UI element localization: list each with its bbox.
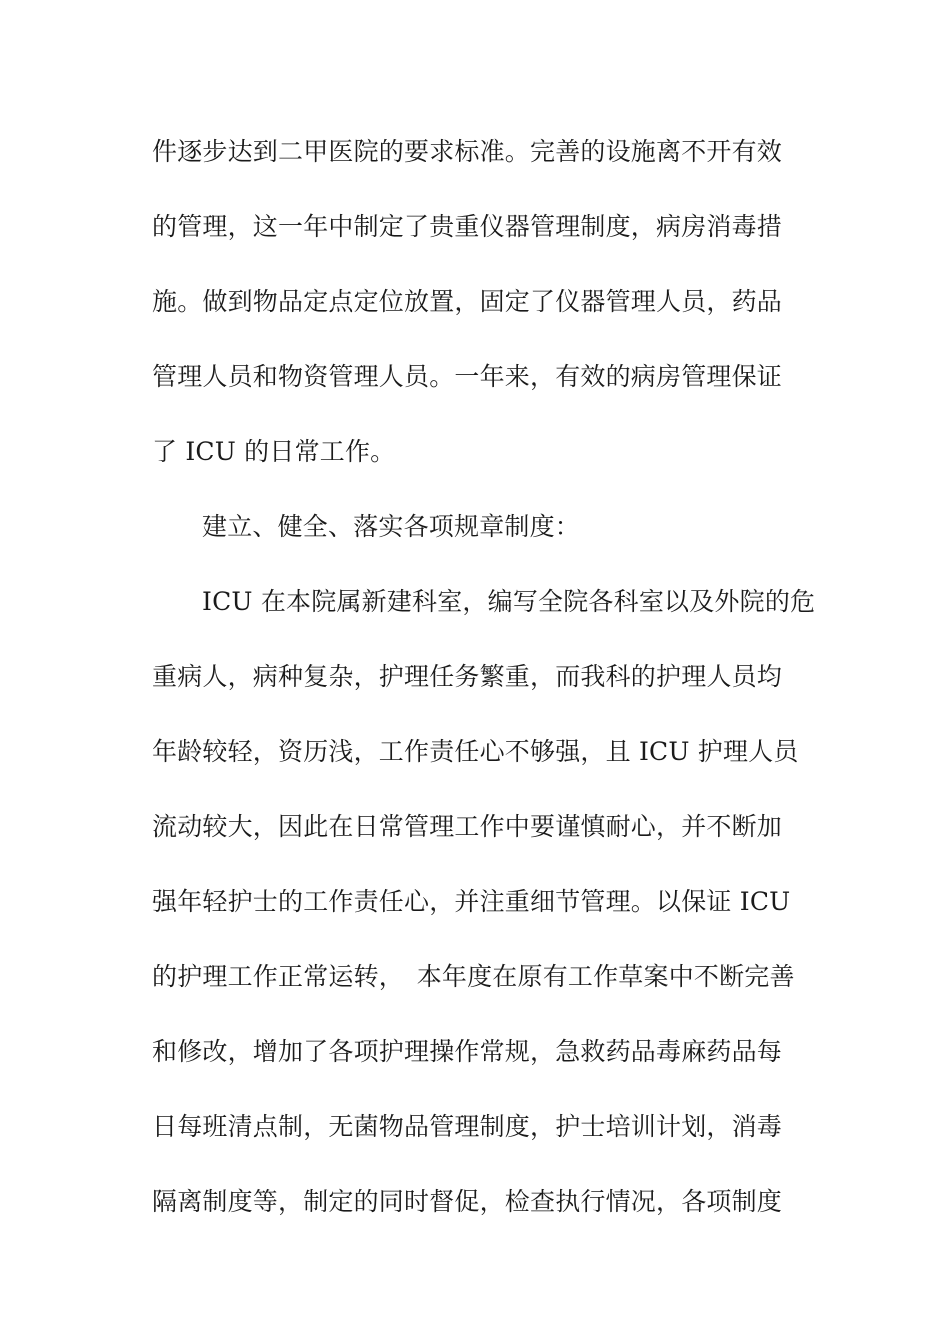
text-line: 强年轻护士的工作责任心，并注重细节管理。以保证 ICU (152, 887, 791, 916)
text-line: 施。做到物品定点定位放置，固定了仪器管理人员，药品 (152, 287, 783, 316)
text-line: 和修改，增加了各项护理操作常规，急救药品毒麻药品每 (152, 1037, 783, 1066)
text-line: 隔离制度等，制定的同时督促，检查执行情况，各项制度 (152, 1187, 783, 1216)
text-line: 的护理工作正常运转， 本年度在原有工作草案中不断完善 (152, 962, 795, 991)
body-text (152, 128, 816, 1253)
text-line: 流动较大，因此在日常管理工作中要谨慎耐心，并不断加 (152, 812, 783, 841)
section-heading: 建立、健全、落实各项规章制度： (202, 512, 581, 541)
text-line: 件逐步达到二甲医院的要求标准。完善的设施离不开有效 (152, 137, 783, 166)
text-line: 年龄较轻，资历浅，工作责任心不够强，且 ICU 护理人员 (152, 737, 799, 766)
text-line: ICU 在本院属新建科室，编写全院各科室以及外院的危 (202, 587, 816, 616)
text-line: 管理人员和物资管理人员。一年来，有效的病房管理保证 (152, 362, 783, 391)
text-line: 重病人，病种复杂，护理任务繁重，而我科的护理人员均 (152, 662, 783, 691)
text-line: 日每班清点制，无菌物品管理制度，护士培训计划，消毒 (152, 1112, 783, 1141)
text-line: 的管理，这一年中制定了贵重仪器管理制度，病房消毒措 (152, 212, 783, 241)
text-line: 了 ICU 的日常工作。 (152, 437, 396, 466)
